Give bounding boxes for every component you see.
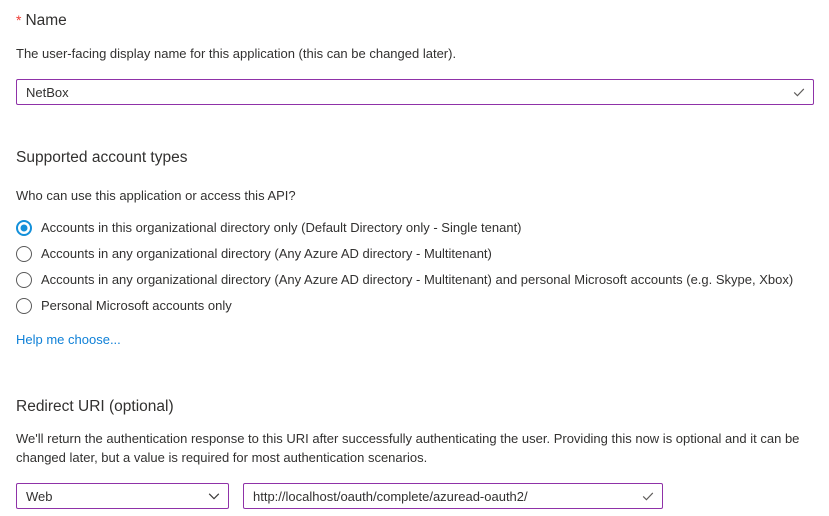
name-description: The user-facing display name for this application (this can be changed later). <box>16 46 457 61</box>
radio-option-multitenant[interactable] <box>16 241 814 267</box>
name-input-wrap <box>16 79 814 105</box>
redirect-section-title: Redirect URI (optional) <box>16 398 174 415</box>
account-types-radio-group <box>16 215 814 319</box>
platform-select-wrap <box>16 483 229 509</box>
platform-select[interactable] <box>16 483 229 509</box>
radio-button-selected-icon[interactable] <box>16 220 32 236</box>
radio-option-label: Accounts in any organizational directory (Any Azure AD directory - Multitenant) and personal Microsoft accounts (e.g. Skype, Xbox) <box>41 272 794 287</box>
redirect-uri-input[interactable] <box>243 483 663 509</box>
uri-input-wrap <box>243 483 663 509</box>
platform-select-value: Web <box>26 488 53 504</box>
radio-button-icon[interactable] <box>16 246 32 262</box>
name-section-title <box>16 11 814 30</box>
radio-option-label: Accounts in this organizational directory only (Default Directory only - Single tenant) <box>41 220 522 235</box>
radio-button-icon[interactable] <box>16 272 32 288</box>
radio-option-single-tenant[interactable] <box>16 215 814 241</box>
account-types-section-title: Supported account types <box>16 149 188 166</box>
help-me-choose-link[interactable]: Help me choose... <box>16 332 121 347</box>
radio-button-icon[interactable] <box>16 298 32 314</box>
account-types-question: Who can use this application or access this API? <box>16 188 296 203</box>
name-section-title-text: Name <box>25 12 67 29</box>
redirect-uri-row <box>16 483 814 509</box>
redirect-description: We'll return the authentication response to this URI after successfully authenticating the user. Providing this now is optional and it can be changed later, but a value is required for most authentication scenarios. <box>16 431 800 465</box>
required-marker: * <box>16 12 22 28</box>
radio-option-label: Accounts in any organizational directory (Any Azure AD directory - Multitenant) <box>41 246 492 261</box>
radio-option-multitenant-personal[interactable] <box>16 267 814 293</box>
name-input[interactable] <box>16 79 814 105</box>
radio-option-label: Personal Microsoft accounts only <box>41 298 232 313</box>
radio-option-personal-only[interactable] <box>16 293 814 319</box>
